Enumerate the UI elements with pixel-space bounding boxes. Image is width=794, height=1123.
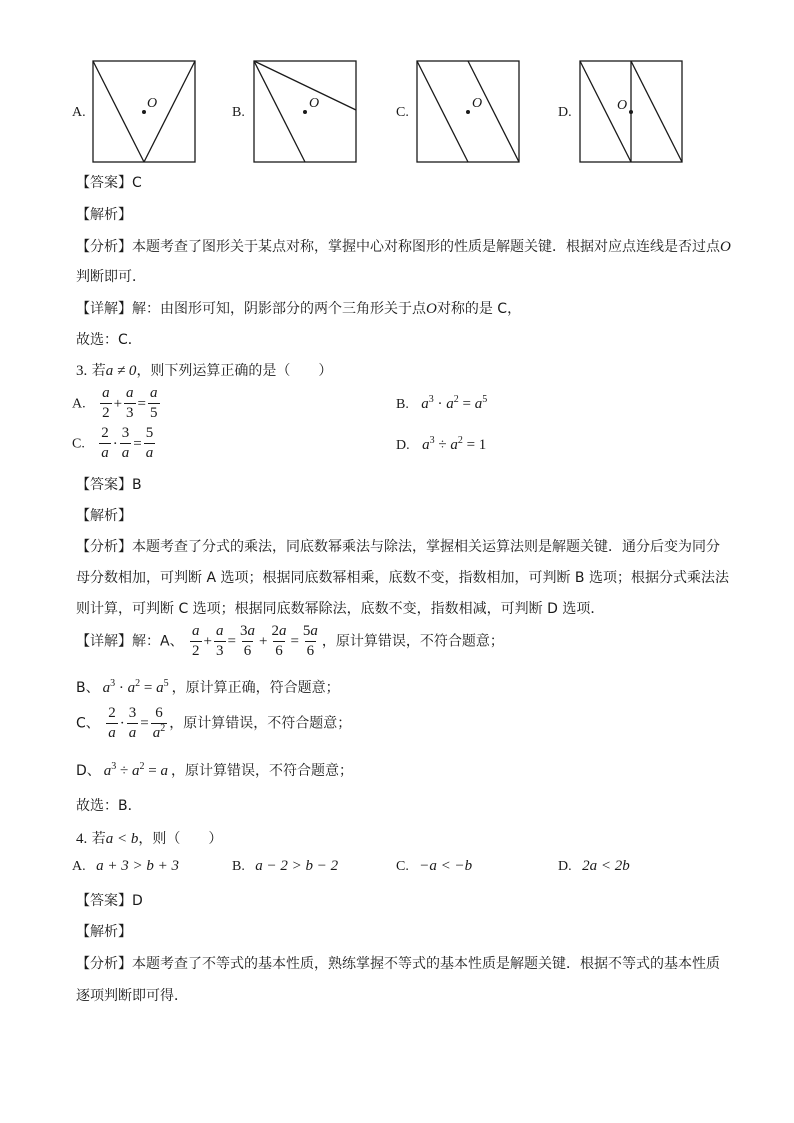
fenxi-tag: 【分析】 xyxy=(76,239,132,255)
q3-stem: 3. 若a ≠ 0，则下列运算正确的是（ ） xyxy=(76,363,333,379)
figure-c-label: C. xyxy=(396,105,409,120)
q3-option-c: C. $\frac{2}{a}$ · $\frac{3}{a}$ = $\frac{5}{a}$ xyxy=(72,425,154,461)
q3-detail-b: B、 $a^3 \cdot a^2 = a^5$ ，原计算正确，符合题意； xyxy=(76,678,340,696)
xiangjie-tag: 【详解】 xyxy=(76,301,132,317)
q4-answer xyxy=(76,890,143,910)
answer-tag: 【答案】 xyxy=(76,893,132,909)
q4-analysis-tag: 【解析】 xyxy=(76,924,132,940)
q2-conclusion: 故选：C． xyxy=(76,332,142,348)
q4-option-d: D. 2a < 2b xyxy=(558,858,630,874)
answer-value: B xyxy=(132,477,142,493)
figure-b xyxy=(253,60,359,164)
figure-d xyxy=(579,60,685,164)
q3-conclusion: 故选：B． xyxy=(76,798,142,814)
q3-fenxi-line1: 【分析】本题考查了分式的乘法，同底数幂乘法与除法，掌握相关运算法则是解题关键．通分后变为同分 xyxy=(76,539,720,555)
point-o-label: O xyxy=(617,98,628,113)
q2-analysis-tag: 【解析】 xyxy=(76,207,132,223)
point-o-label: O xyxy=(472,96,483,111)
q3-fenxi-line2: 母分数相加，可判断 A 选项；根据同底数幂相乘，底数不变，指数相加，可判断 B 选项；根据分式乘法法 xyxy=(76,570,729,586)
figure-a xyxy=(92,60,198,164)
q4-fenxi-line2: 逐项判断即可得． xyxy=(76,988,188,1004)
q3-detail-a: 【详解】解：A、 $\frac{a}{2}$ + $\frac{a}{3}$ = $\frac{3a}{6}$ + $\frac{2a}{6}$ = $\frac{5a}{6}$ ，原计算错误，不符合题意； xyxy=(76,623,504,659)
figure-c xyxy=(416,60,522,164)
q2-fenxi-line2: 判断即可． xyxy=(76,269,146,285)
point-o-label: O xyxy=(309,96,320,111)
q4-option-c: C. −a < −b xyxy=(396,858,473,874)
q3-option-a: A. $\frac{a}{2}$ + $\frac{a}{3}$ = $\frac{a}{5}$ xyxy=(72,385,158,421)
fenxi-tag: 【分析】 xyxy=(76,956,132,972)
q2-xiangjie-line1: 【详解】解：由图形可知，阴影部分的两个三角形关于点O对称的是 C， xyxy=(76,301,522,317)
q4-fenxi-line1: 【分析】本题考查了不等式的基本性质，熟练掌握不等式的基本性质是解题关键．根据不等式的基本性质 xyxy=(76,956,720,972)
q3-option-b: B. $a^3 \cdot a^2 = a^5$ xyxy=(396,394,488,412)
answer-value: C xyxy=(132,175,142,191)
q4-option-b: B. a − 2 > b − 2 xyxy=(232,858,339,874)
xiangjie-tag: 【详解】 xyxy=(76,633,132,650)
q2-answer xyxy=(76,172,142,192)
point-o-label: O xyxy=(147,96,158,111)
answer-value: D xyxy=(132,893,143,909)
q3-analysis-tag: 【解析】 xyxy=(76,508,132,524)
fenxi-text: 本题考查了图形关于某点对称，掌握中心对称图形的性质是解题关键．根据对应点连线是否过点 xyxy=(132,239,720,255)
q3-detail-c: C、 $\frac{2}{a}$ · $\frac{3}{a}$ = $\frac{6}{a^2}$ ，原计算错误，不符合题意； xyxy=(76,705,352,741)
answer-tag: 【答案】 xyxy=(76,175,132,191)
q3-fenxi-line3: 则计算，可判断 C 选项；根据同底数幂除法，底数不变，指数相减，可判断 D 选项． xyxy=(76,601,605,617)
figure-b-label: B. xyxy=(232,105,245,120)
answer-tag: 【答案】 xyxy=(76,477,132,493)
q2-fenxi-line1 xyxy=(76,236,731,256)
condition: a < b xyxy=(105,831,139,847)
fenxi-tag: 【分析】 xyxy=(76,539,132,555)
q4-stem: 4. 若a < b，则（ ） xyxy=(76,831,223,847)
figure-a-label: A. xyxy=(72,105,86,120)
q3-detail-d: D、 $a^3 \div a^2 = a$ ，原计算错误，不符合题意； xyxy=(76,761,353,779)
condition: a ≠ 0 xyxy=(105,363,137,379)
q3-answer xyxy=(76,474,142,494)
figure-d-label: D. xyxy=(558,105,572,120)
q4-option-a: A. a + 3 > b + 3 xyxy=(72,858,179,874)
q3-option-d: D. $a^3 \div a^2 = 1$ xyxy=(396,435,487,453)
point-o-var: O xyxy=(720,239,731,255)
